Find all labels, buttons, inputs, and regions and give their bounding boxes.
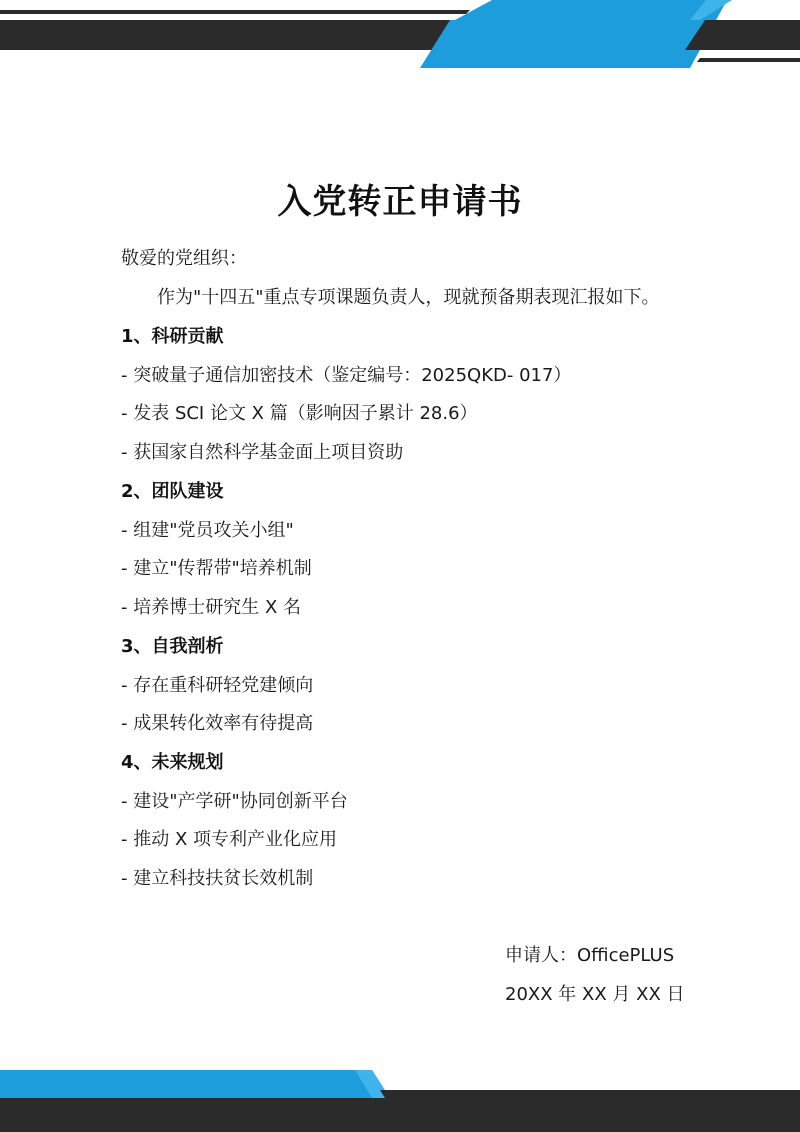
section-heading-self-analysis: 3、自我剖析 [121,636,224,657]
header-dark-band [0,20,455,50]
signature-date: 20XX 年 XX 月 XX 日 [505,984,685,1005]
page-title: 入党转正申请书 [277,182,523,222]
list-item: - 突破量子通信加密技术（鉴定编号：2025QKD- 017） [121,365,572,386]
header-dark-band-right [685,20,800,50]
header-thin-line-right [697,58,800,62]
intro-paragraph: 作为"十四五"重点专项课题负责人，现就预备期表现汇报如下。 [157,287,660,308]
section-heading-future-plan: 4、未来规划 [121,752,224,773]
list-item: - 成果转化效率有待提高 [121,713,314,734]
list-item: - 获国家自然科学基金面上项目资助 [121,442,404,463]
list-item: - 建立"传帮带"培养机制 [121,558,312,579]
section-heading-research: 1、科研贡献 [121,326,224,347]
list-item: - 建设"产学研"协同创新平台 [121,791,348,812]
list-item: - 建立科技扶贫长效机制 [121,868,314,889]
footer-dark-band [0,1098,800,1132]
header-thin-line [0,10,470,14]
list-item: - 发表 SCI 论文 X 篇（影响因子累计 28.6） [121,403,478,424]
footer-blue-band [0,1070,390,1098]
applicant-signature: 申请人：OfficePLUS [505,945,675,966]
footer-dark-band-right [380,1090,800,1098]
list-item: - 推动 X 项专利产业化应用 [121,829,337,850]
salutation: 敬爱的党组织： [121,248,247,269]
header-decoration [0,0,800,70]
list-item: - 组建"党员攻关小组" [121,520,294,541]
list-item: - 存在重科研轻党建倾向 [121,675,314,696]
list-item: - 培养博士研究生 X 名 [121,597,301,618]
footer-decoration [0,1060,800,1132]
section-heading-team: 2、团队建设 [121,481,224,502]
